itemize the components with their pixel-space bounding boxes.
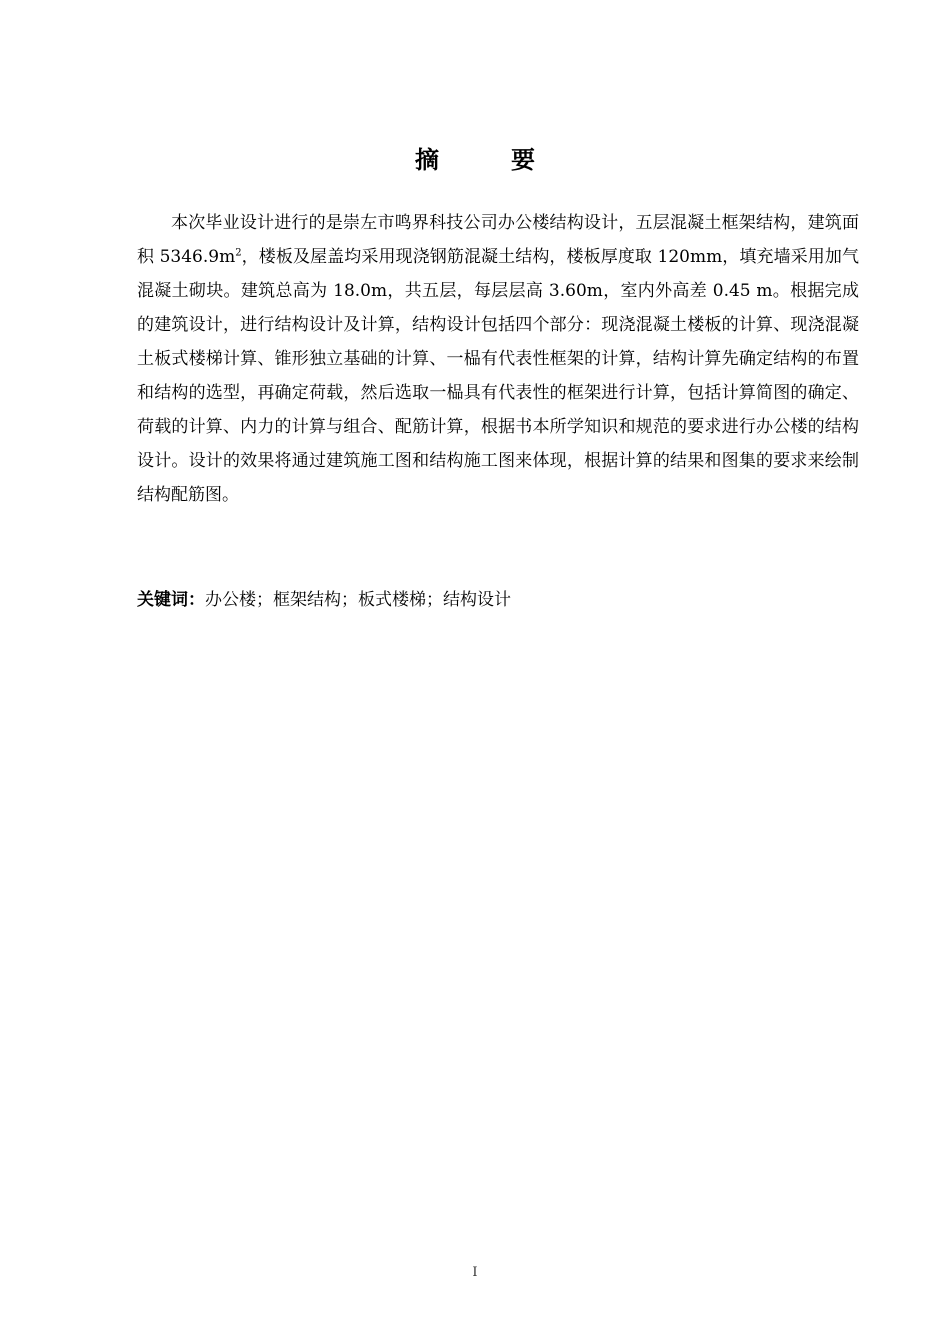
keywords-label: 关键词：: [137, 590, 205, 610]
abstract-text-part2: ，楼板及屋盖均采用现浇钢筋混凝土结构，楼板厚度取 120mm，填充墙采用加气混凝土砌块。建筑总高为 18.0m，共五层，每层层高 3.60m，室内外高差 0.45 m。根据完成的建筑设计，进行结构设计及计算，结构设计包括四个部分：现浇混凝土楼板的计算、现浇混凝土板式楼梯计算、锥形独立基础的计算、一榀有代表性框架的计算，结构计算先确定结构的布置和结构的选型，再确定荷载，然后选取一榀具有代表性的框架进行计算，包括计算简图的确定、荷载的计算、内力的计算与组合、配筋计算，根据书本所学知识和规范的要求进行办公楼的结构设计。设计的效果将通过建筑施工图和结构施工图来体现，根据计算的结果和图集的要求来绘制结构配筋图。: [137, 247, 859, 505]
page-number: I: [472, 1265, 478, 1280]
keywords-line: [137, 583, 859, 617]
abstract-paragraph: [137, 206, 859, 512]
area-unit-superscript: 2: [235, 247, 242, 259]
page-title: 摘 要: [415, 145, 559, 174]
keywords-text: 办公楼；框架结构；板式楼梯；结构设计: [205, 590, 511, 610]
abstract-text-part1: 本次毕业设计进行的是崇左市鸣界科技公司办公楼结构设计，五层混凝土框架结构，建筑面积 5346.9m: [137, 213, 859, 267]
